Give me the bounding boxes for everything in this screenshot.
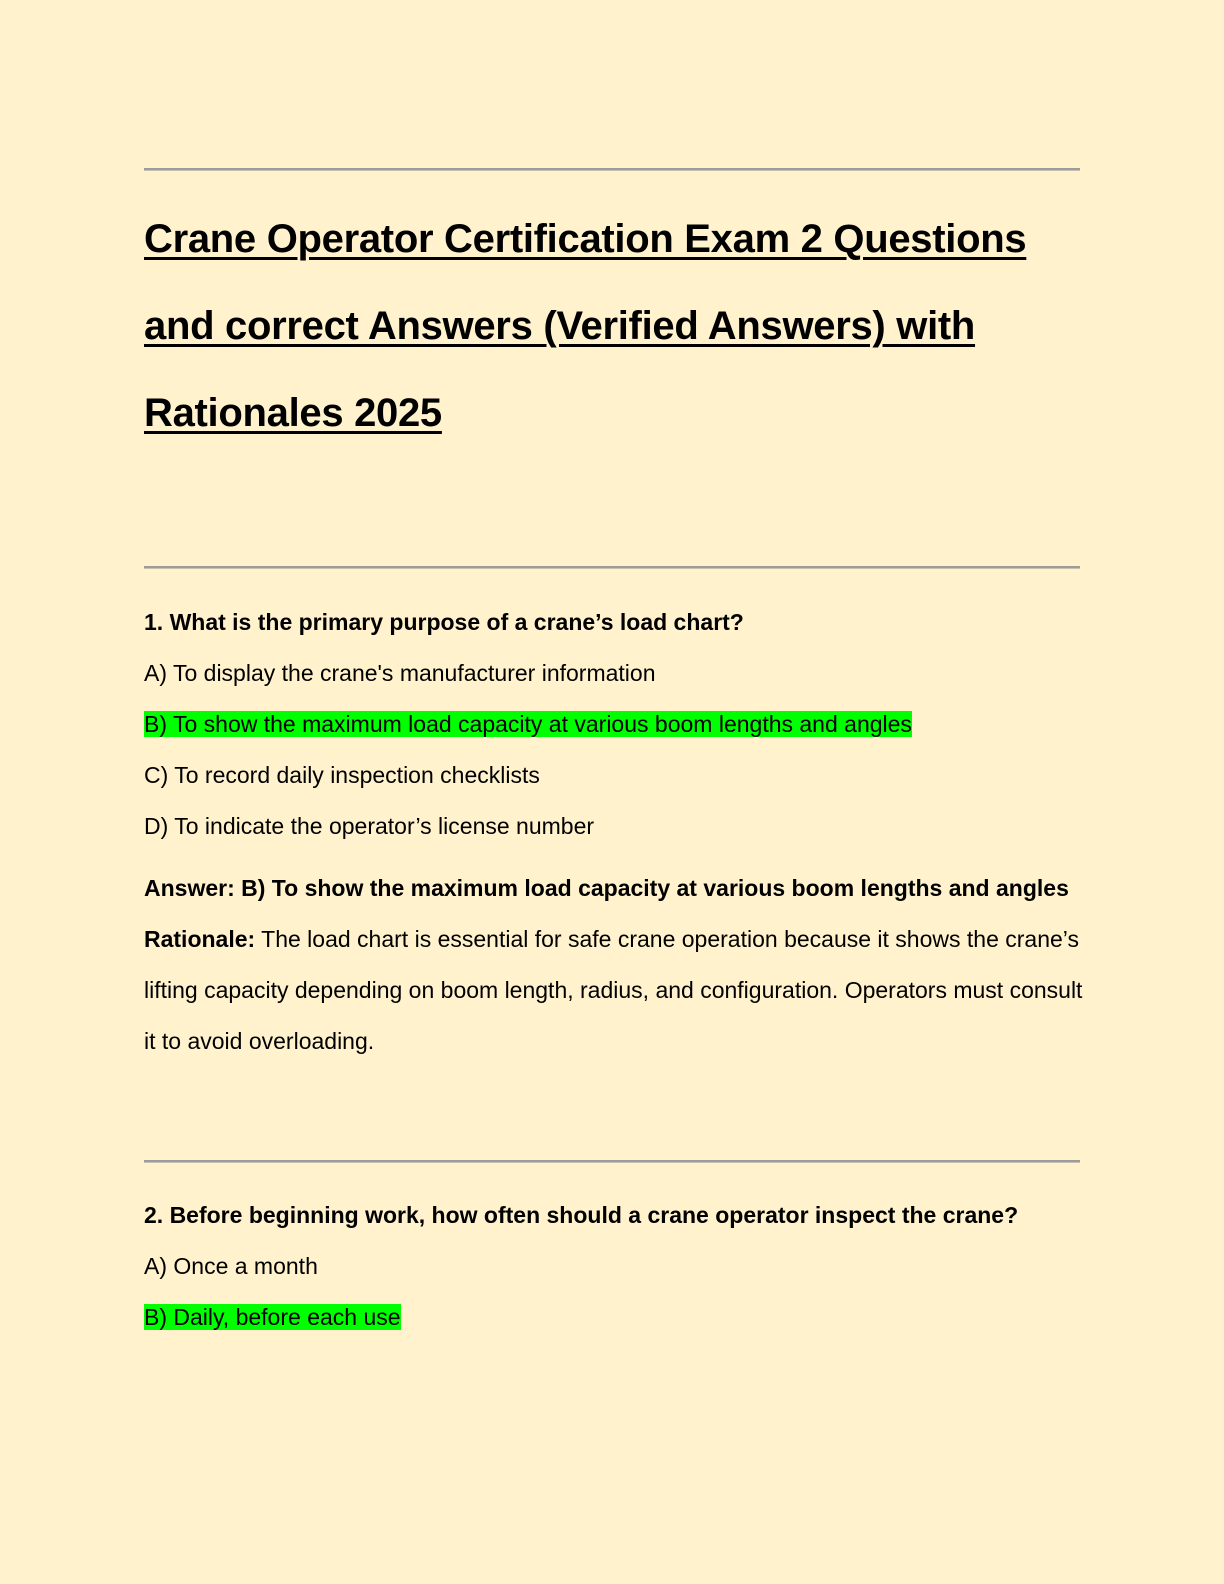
question-1-rationale (144, 914, 1084, 1067)
document-title (144, 196, 1084, 457)
question-1-option-a (144, 648, 1084, 699)
option-text: D) To indicate the operator’s license number (144, 813, 595, 839)
question-1-text: 1. What is the primary purpose of a crane’s load chart? (144, 609, 744, 635)
option-text: A) Once a month (144, 1253, 318, 1279)
rationale-text: The load chart is essential for safe crane operation because it shows the crane’s lifting capacity depending on boom length, radius, and configuration. Operators must consult it to avoid overloading. (144, 926, 1083, 1054)
divider-before-question-1 (144, 566, 1080, 569)
option-text: C) To record daily inspection checklists (144, 762, 540, 788)
question-1-answer: Answer: B) To show the maximum load capacity at various boom lengths and angles (144, 875, 1069, 901)
question-block-1 (144, 597, 1084, 1067)
question-2-option-b (144, 1292, 1084, 1343)
rationale-label: Rationale: (144, 926, 256, 952)
highlighted-correct-option: B) Daily, before each use (144, 1304, 401, 1330)
question-2-text: 2. Before beginning work, how often should a crane operator inspect the crane? (144, 1202, 1019, 1228)
highlighted-correct-option: B) To show the maximum load capacity at various boom lengths and angles (144, 711, 912, 737)
divider-before-question-2 (144, 1160, 1080, 1163)
question-block-2 (144, 1190, 1084, 1343)
option-text: A) To display the crane's manufacturer information (144, 660, 656, 686)
question-1-option-b (144, 699, 1084, 750)
question-1-option-c (144, 750, 1084, 801)
question-2-option-a (144, 1241, 1084, 1292)
top-divider (144, 168, 1080, 171)
document-title-text: Crane Operator Certification Exam 2 Questions and correct Answers (Verified Answers) with Rationales 2025 (144, 217, 1027, 435)
document-page (144, 0, 1083, 1584)
question-1-option-d (144, 801, 1084, 852)
